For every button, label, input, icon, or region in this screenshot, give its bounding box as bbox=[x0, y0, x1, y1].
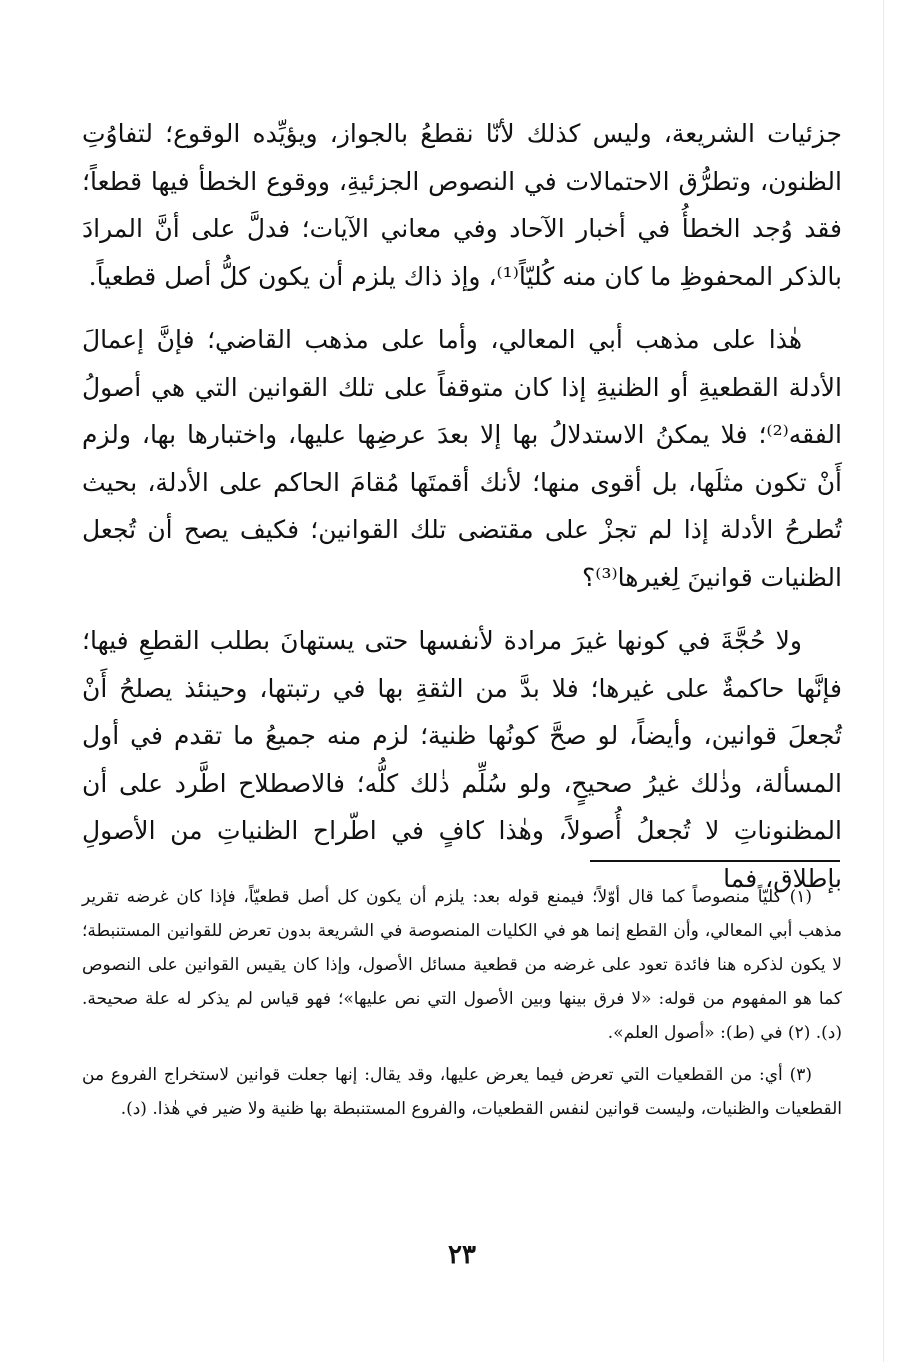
footnote-1-2: (١) كليّاً منصوصاً كما قال أوّلاً؛ فيمنع قوله بعد: يلزم أن يكون كل أصل قطعيّاً، فإذا كان غرضه تقرير مذهب أبي المعالي، وأن القطع إنما هو في الكليات المنصوصة في الشريعة بدون تعرض للقوانين المستنبطة؛ لا يكون لذكره هنا فائدة تعود على غرضه من قطعية مسائل الأصول، وإذا كان يقيس القوانين على النصوص كما هو المفهوم من قوله: «لا فرق بينها وبين الأصول التي نص عليها»؛ فهو قياس لم يذكر له علة صحيحة. (د). (٢) في (ط): «أصول العلم». bbox=[82, 887, 842, 1043]
main-text-block bbox=[82, 110, 842, 918]
scan-edge-line bbox=[883, 0, 884, 1362]
footnotes-block bbox=[82, 880, 842, 1134]
main-paragraph-3: ولا حُجَّةَ في كونها غيرَ مرادة لأنفسها حتى يستهانَ بطلب القطعِ فيها؛ فإنَّها حاكمةٌ على غيرها؛ فلا بدَّ من الثقةِ بها في رتبتها، وحينئذ يصلحُ أَنْ تُجعلَ قوانين، وأيضاً، لو صحَّ كونُها ظنية؛ لزم منه جميعُ ما تقدم في أول المسألة، وذٰلك غيرُ صحيحٍ، ولو سُلِّم ذٰلك كلُّه؛ فالاصطلاح اطَّرد على أن المظنوناتِ لا تُجعلُ أُصولاً، وهٰذا كافٍ في اطّراح الظنياتِ من الأصولِ بإطلاق، فما bbox=[82, 626, 842, 893]
page-number: ٢٣ bbox=[448, 1240, 476, 1270]
main-paragraph-2: هٰذا على مذهب أبي المعالي، وأما على مذهب القاضي؛ فإنَّ إعمالَ الأدلة القطعيةِ أو الظنيةِ إذا كان متوقفاً على تلك القوانين التي هي أصولُ الفقه⁽²⁾؛ فلا يمكنُ الاستدلالُ بها إلا بعدَ عرضِها عليها، واختبارها بها، ولزم أَنْ تكون مثلَها، بل أقوى منها؛ لأنك أقمتَها مُقامَ الحاكم على الأدلة، بحيث تُطرحُ الأدلة إذا لم تجزْ على مقتضى تلك القوانين؛ فكيف يصح أن تُجعل الظنيات قوانينَ لِغيرها⁽³⁾؟ bbox=[82, 325, 842, 592]
footnote-3: (٣) أي: من القطعيات التي تعرض فيما يعرض عليها، وقد يقال: إنها جعلت قوانين لاستخراج الفروع من القطعيات والظنيات، وليست قوانين لنفس القطعيات، والفروع المستنبطة بها ظنية ولا ضير في هٰذا. (د). bbox=[82, 1065, 842, 1119]
footnote-separator bbox=[590, 860, 840, 862]
main-paragraph-1: جزئيات الشريعة، وليس كذلك لأنّا نقطعُ بالجواز، ويؤيِّده الوقوع؛ لتفاوُتِ الظنون، وتطرُّق الاحتمالات في النصوص الجزئيةِ، ووقوع الخطأ فيها قطعاً؛ فقد وُجد الخطأُ في أخبار الآحاد وفي معاني الآيات؛ فدلَّ على أنَّ المرادَ بالذكر المحفوظِ ما كان منه كُليّاً⁽¹⁾، وإذ ذاك يلزم أن يكون كلُّ أصل قطعياً. bbox=[82, 119, 842, 291]
